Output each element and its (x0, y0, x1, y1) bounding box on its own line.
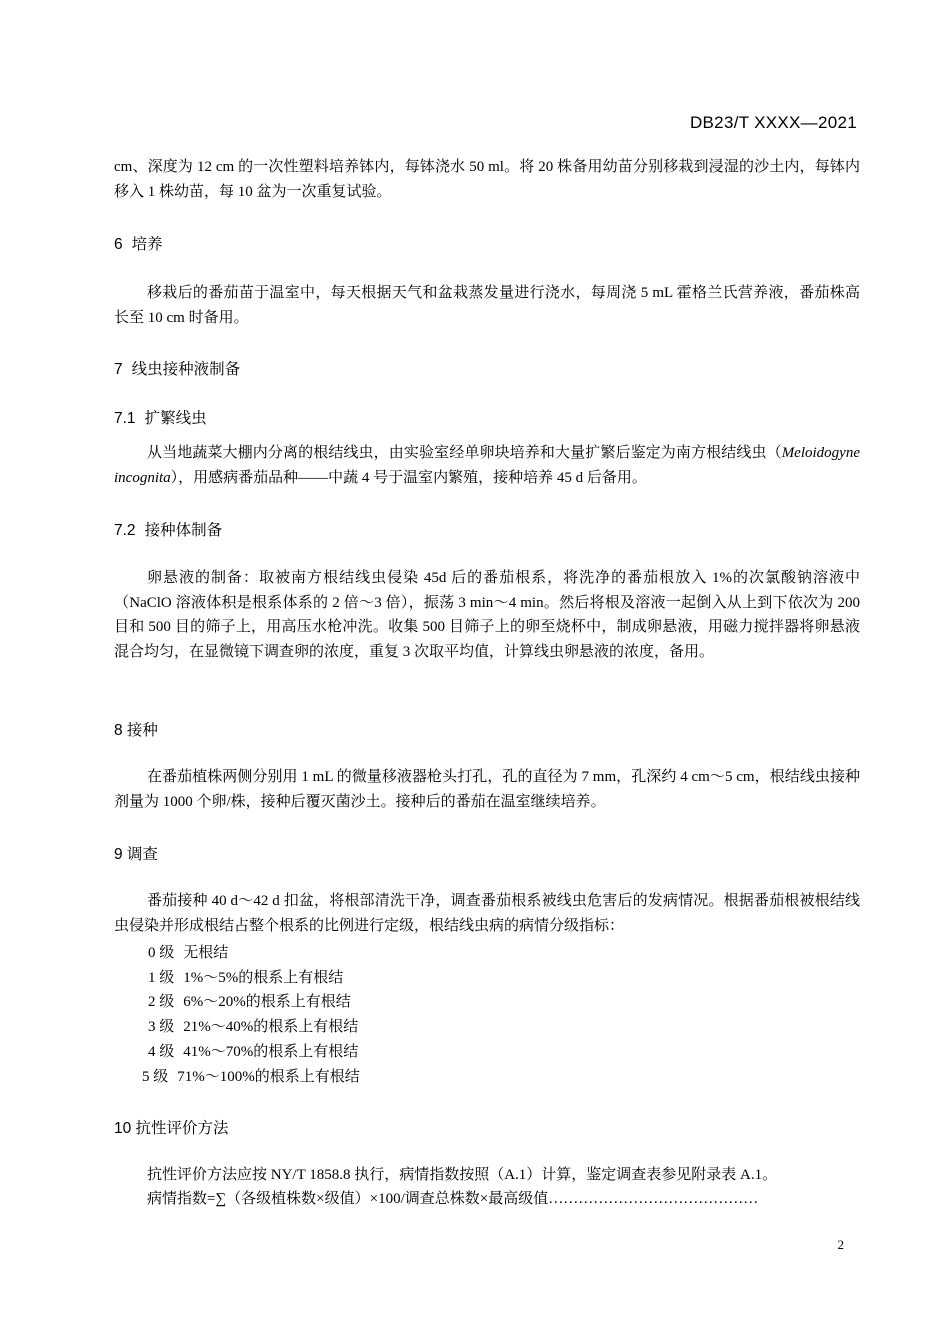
grade-item (148, 990, 351, 1011)
section-7-1-heading (114, 406, 207, 428)
section-title: 培养 (131, 236, 163, 253)
section-title: 接种体制备 (144, 522, 223, 539)
species-latin-name: Meloidogyne incognita (114, 445, 860, 486)
grade-desc: 21%～40%的根系上有根结 (183, 1019, 359, 1035)
grade-level: 4 级 (148, 1044, 175, 1060)
grade-desc: 41%～70%的根系上有根结 (183, 1044, 359, 1060)
section-7-2-paragraph: 卵悬液的制备：取被南方根结线虫侵染 45d 后的番茄根系，将洗净的番茄根放入 1%的次氯酸钠溶液中（NaClO 溶液体积是根系体系的 2 倍～3 倍），振荡 3 min～4 min。然后将根及溶液一起倒入从上到下依次为 200 目和 500 目的筛子上，用高压水枪冲洗。收集 500 目筛子上的卵至烧杯中，制成卵悬液，用磁力搅拌器将卵悬液混合均匀，在显微镜下调查卵的浓度，重复 3 次取平均值，计算线虫卵悬液的浓度，备用。 (114, 570, 860, 660)
grade-item (148, 1015, 358, 1036)
section-9-heading: 9 调查 (114, 846, 158, 863)
section-title: 扩繁线虫 (144, 410, 207, 427)
section-title: 线虫接种液制备 (131, 361, 241, 378)
section-9-paragraph: 番茄接种 40 d～42 d 扣盆，将根部清洗干净，调查番茄根系被线虫危害后的发病情况。根据番茄根被根结线虫侵染并形成根结占整个根系的比例进行定级，根结线虫病的病情分级指标： (114, 893, 860, 934)
grade-item (142, 1065, 360, 1086)
grade-item (148, 1040, 358, 1061)
grade-desc: 6%～20%的根系上有根结 (183, 994, 351, 1010)
section-7-1-paragraph (114, 441, 860, 490)
section-7-heading (114, 357, 240, 379)
grade-level: 3 级 (148, 1019, 175, 1035)
section-number: 7.1 (114, 410, 136, 427)
section-number: 7.2 (114, 522, 136, 539)
continued-paragraph: cm、深度为 12 cm 的一次性塑料培养钵内，每钵浇水 50 ml。将 20 株备用幼苗分别移栽到浸湿的沙土内，每钵内移入 1 株幼苗，每 10 盆为一次重复试验。 (114, 159, 860, 200)
grade-desc: 1%～5%的根系上有根结 (183, 970, 344, 986)
grade-level: 1 级 (148, 970, 175, 986)
grade-level: 5 级 (142, 1069, 169, 1085)
page-number: 2 (837, 1237, 844, 1252)
section-6-paragraph: 移栽后的番茄苗于温室中，每天根据天气和盆栽蒸发量进行浇水，每周浇 5 mL 霍格兰氏营养液，番茄株高长至 10 cm 时备用。 (114, 285, 860, 326)
grade-desc: 71%～100%的根系上有根结 (177, 1069, 360, 1085)
grade-desc: 无根结 (183, 945, 229, 961)
grade-item (148, 941, 228, 962)
section-6-heading (114, 232, 163, 254)
paragraph-text: 从当地蔬菜大棚内分离的根结线虫，由实验室经单卵块培养和大量扩繁后鉴定为南方根结线虫（ (147, 445, 782, 461)
disease-index-formula: 病情指数=∑（各级植株数×级值）×100/调查总株数×最高级值…………………………………… (147, 1191, 759, 1207)
grade-level: 0 级 (148, 945, 175, 961)
section-7-2-heading (114, 518, 222, 540)
section-10-heading: 10 抗性评价方法 (114, 1120, 229, 1137)
grade-level: 2 级 (148, 994, 175, 1010)
section-number: 7 (114, 361, 123, 378)
section-8-paragraph: 在番茄植株两侧分别用 1 mL 的微量移液器枪头打孔，孔的直径为 7 mm，孔深约 4 cm～5 cm，根结线虫接种剂量为 1000 个卵/株，接种后覆灭菌沙土。接种后的番茄在温室继续培养。 (114, 769, 860, 810)
section-8-heading: 8 接种 (114, 722, 158, 739)
section-number: 6 (114, 236, 123, 253)
standard-code: DB23/T XXXX—2021 (689, 113, 857, 132)
section-10-paragraph: 抗性评价方法应按 NY/T 1858.8 执行，病情指数按照（A.1）计算，鉴定调查表参见附录表 A.1。 (147, 1167, 778, 1183)
paragraph-text: ），用感病番茄品种——中蔬 4 号于温室内繁殖，接种培养 45 d 后备用。 (170, 469, 647, 486)
grade-item (148, 966, 343, 987)
